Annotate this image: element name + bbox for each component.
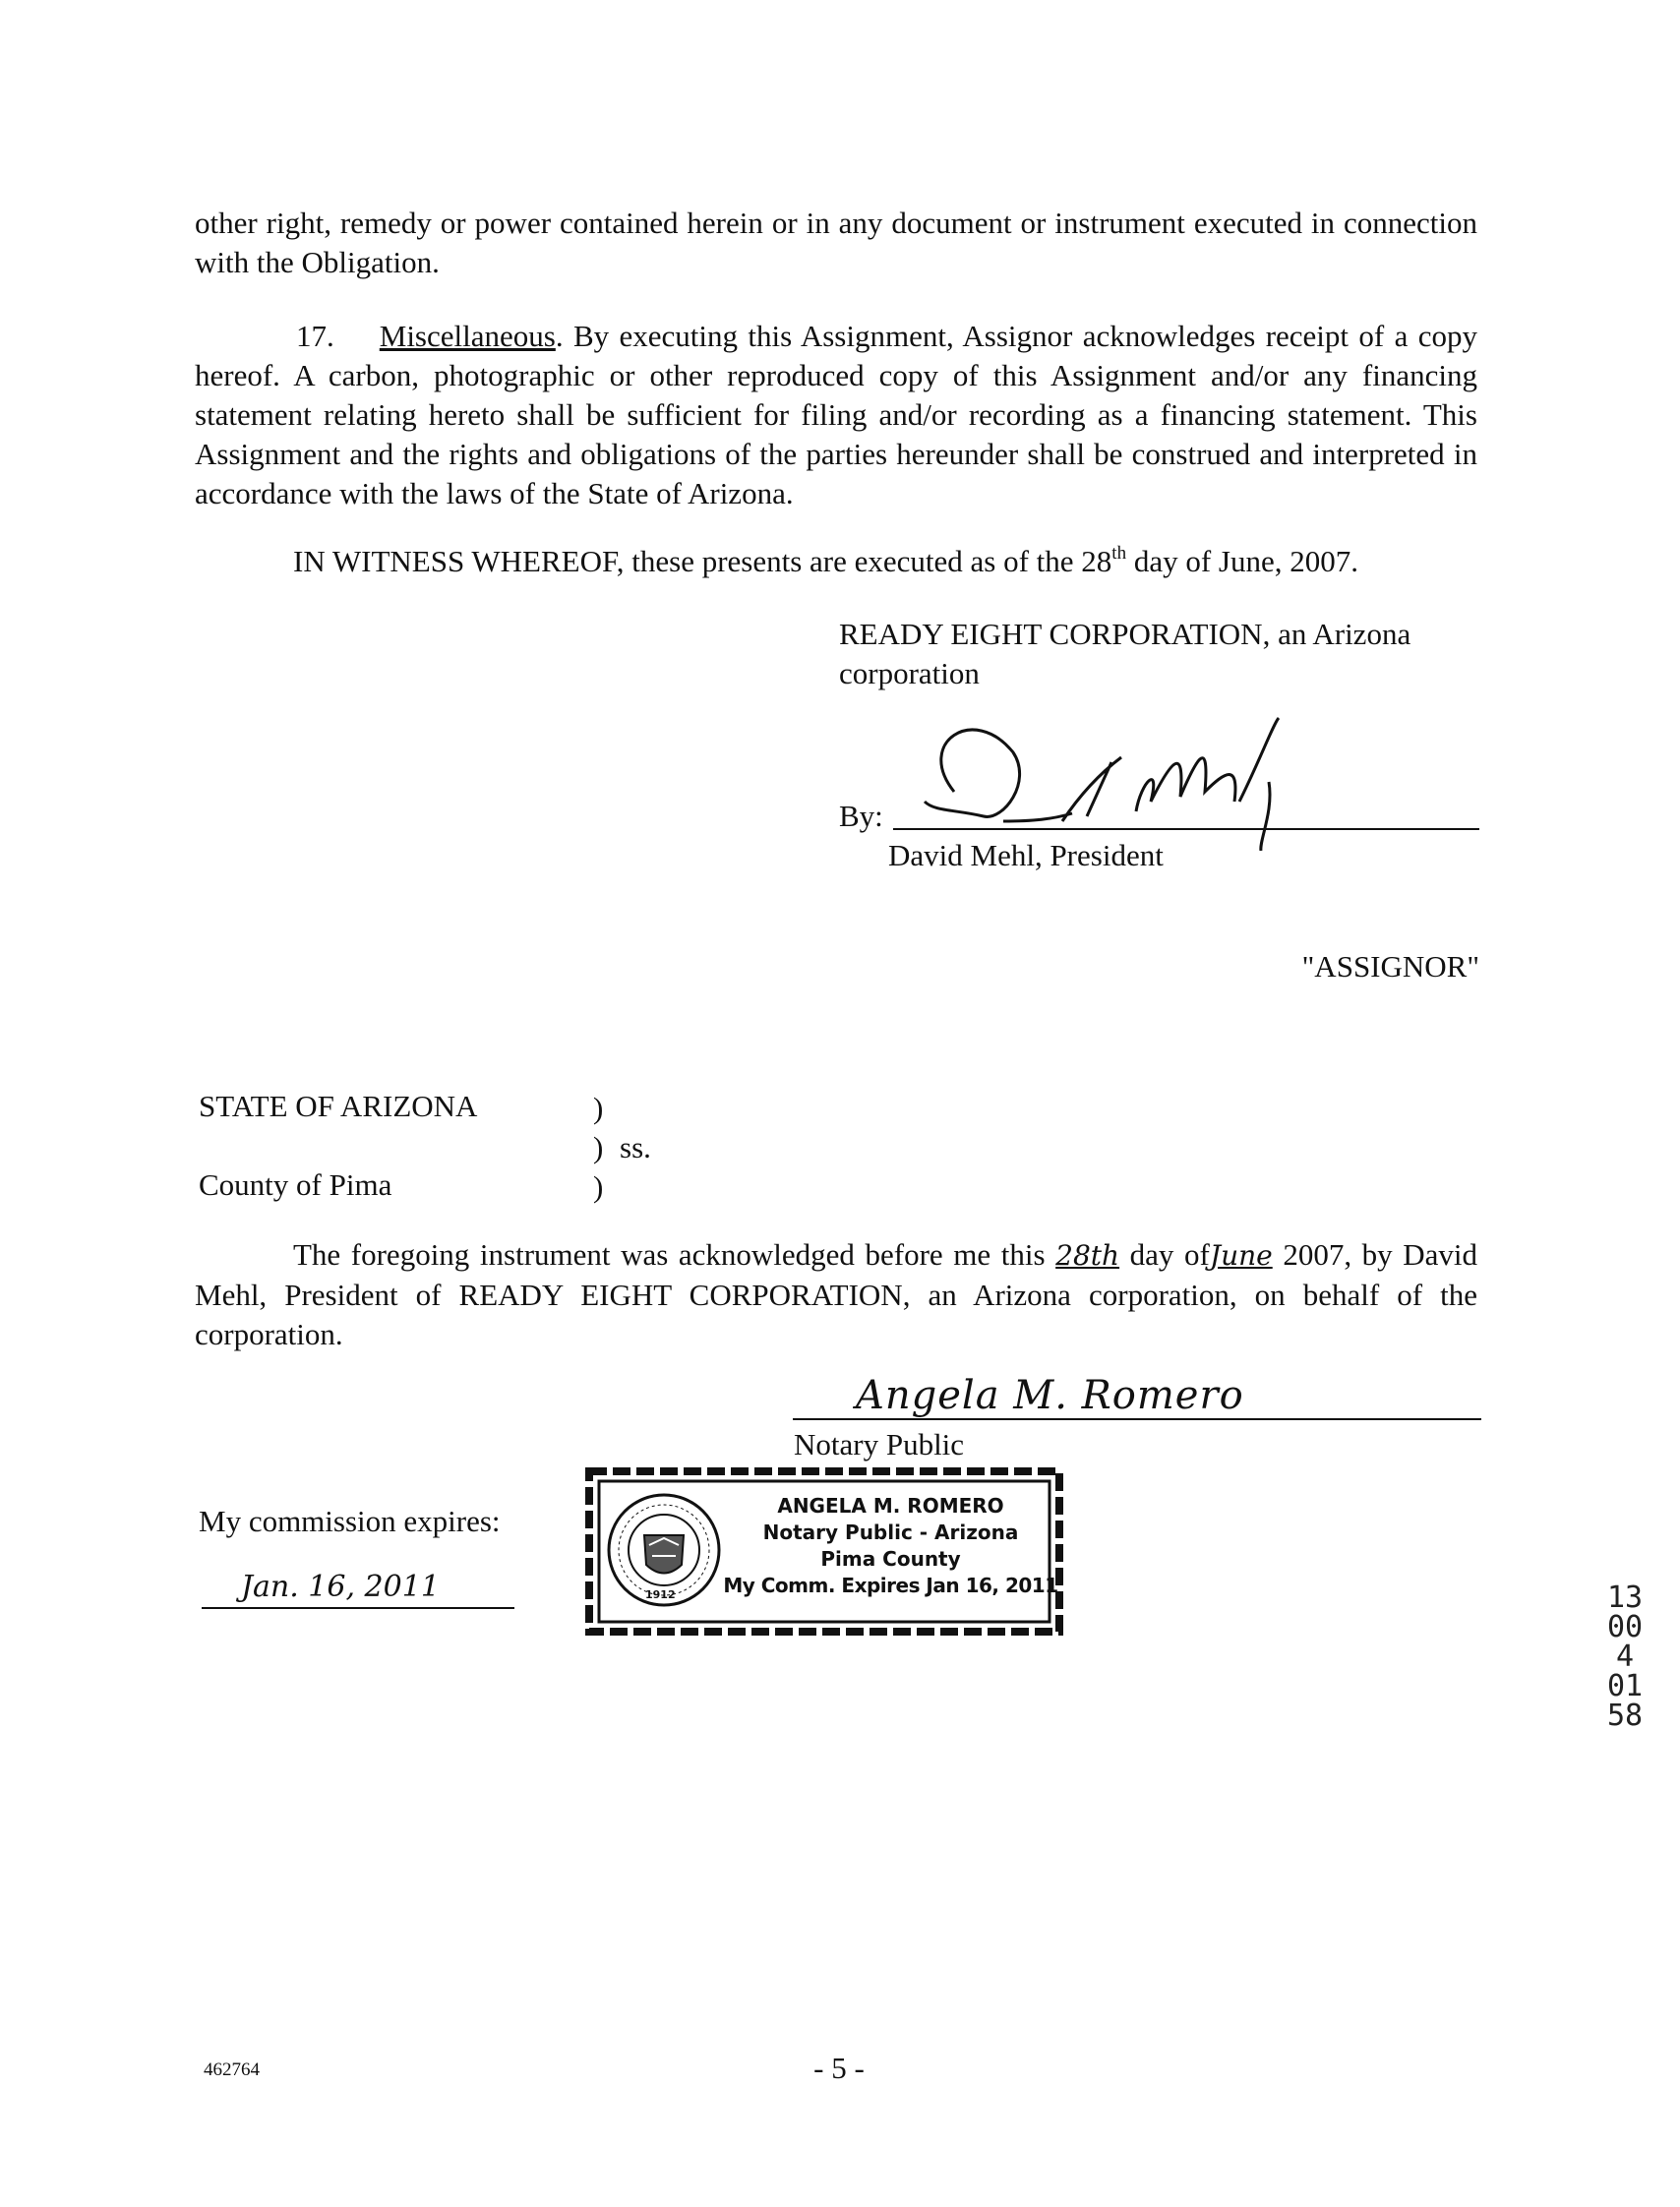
section-text: . By executing this Assignment, Assignor acknowledges receipt of a copy hereof. A carbon, photographic or other reproduced copy of this Assignment and/or any financing statement relating hereto shall be sufficient for filing and/or recording as a financing statement. This Assignment and the rights and obligations of the parties hereunder shall be construed and interpreted in accordance with the laws of the State of Arizona. [195,319,1477,510]
notary-signature-line [793,1418,1481,1420]
stamp-expiry: My Comm. Expires Jan 16, 2011 [723,1574,1058,1597]
commission-date-handwritten: Jan. 16, 2011 [241,1570,440,1604]
page-number: - 5 - [813,2051,865,2085]
stamp-title: Notary Public - Arizona [762,1521,1019,1544]
notary-stamp [583,1465,1065,1638]
stamp-county: Pima County [820,1547,961,1571]
recording-number: 13004 0158 [1606,1581,1652,1733]
ack-day-handwritten: 28th [1055,1239,1120,1272]
acknowledgment: The foregoing instrument was acknowledged before me this 28th day ofJune 2007, by David Mehl, President of READY EIGHT CORPORATION, an Arizona corporation, on behalf of the corporation. [195,1237,1478,1351]
section-heading: Miscellaneous [379,319,556,353]
doc-number: 462764 [204,2059,260,2080]
by-label: By: [839,799,883,833]
venue-paren-1: ) [593,1091,604,1125]
venue-paren-3: ) [593,1169,604,1204]
venue-county: County of Pima [199,1167,392,1202]
commission-label: My commission expires: [199,1504,501,1538]
assignor-role-label: "ASSIGNOR" [1301,949,1479,984]
ack-month-handwritten: June [1209,1239,1273,1272]
assignor-signer: David Mehl, President [888,838,1164,872]
witness-clause: IN WITNESS WHEREOF, these presents are executed as of the 28th day of June, 2007. [293,543,1358,578]
section-number: 17. [296,319,334,353]
stamp-seal-year: 1912 [645,1588,676,1601]
notary-label: Notary Public [794,1427,965,1461]
venue-state: STATE OF ARIZONA [199,1089,478,1123]
commission-date-line [202,1607,514,1609]
notary-signature: Angela M. Romero [856,1373,1244,1418]
venue-ss: ss. [620,1130,651,1164]
stamp-name: ANGELA M. ROMERO [777,1494,1004,1518]
venue-paren-2: ) [593,1130,604,1164]
assignor-company: READY EIGHT CORPORATION, an Arizona corporation [839,617,1411,690]
section-17 [195,317,1477,513]
stamp-text [721,1493,1060,1599]
assignor-signature [915,703,1357,851]
paragraph-continuation: other right, remedy or power contained herein or in any document or instrument executed in connection with the Obligation. [195,206,1477,279]
